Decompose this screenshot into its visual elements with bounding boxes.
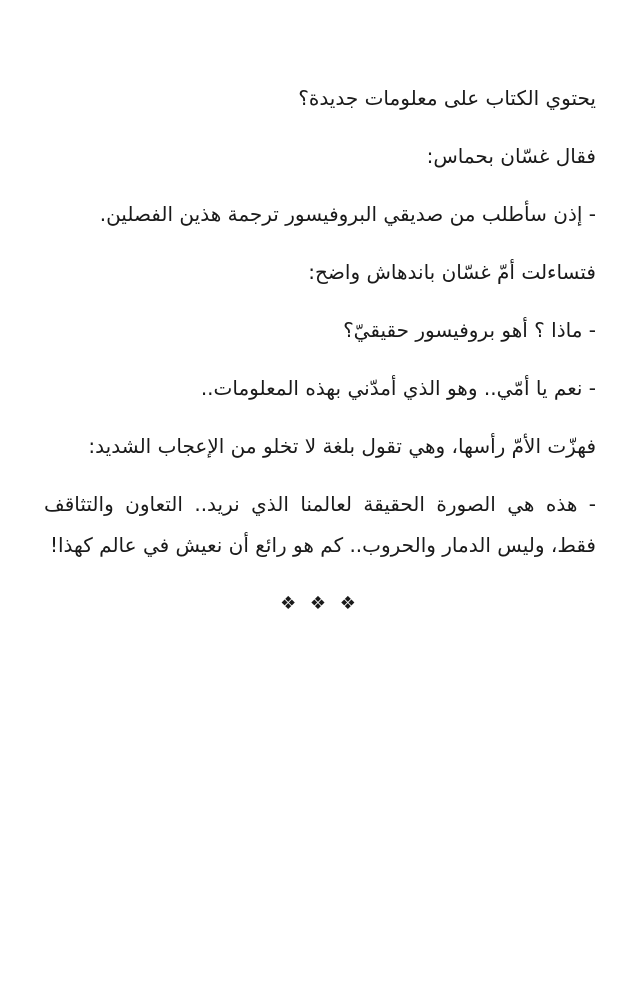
paragraph-question: يحتوي الكتاب على معلومات جديدة؟: [298, 86, 596, 110]
section-separator: ❖ ❖ ❖: [280, 593, 360, 614]
paragraph-mother-nodded: فهزّت الأمّ رأسها، وهي تقول بلغة لا تخلو من الإعجاب الشديد:: [88, 434, 596, 458]
paragraph-mother-asked: فتساءلت أمّ غسّان باندهاش واضح:: [308, 260, 596, 284]
paragraph-yes-mother: - نعم يا أمّي.. وهو الذي أمدّني بهذه المعلومات..: [200, 376, 596, 400]
paragraph-real-professor: - ماذا ؟ أهو بروفيسور حقيقيّ؟: [343, 318, 596, 342]
paragraph-true-picture: - هذه هي الصورة الحقيقة لعالمنا الذي نريد.. التعاون والتثاقف فقط، وليس الدمار والحروب.. كم هو رائع أن نعيش في عالم كهذا!: [44, 492, 596, 557]
page-text: [44, 78, 596, 624]
paragraph-translate-request: - إذن سأطلب من صديقي البروفيسور ترجمة هذين الفصلين.: [99, 202, 596, 226]
paragraph-ghassan-said: فقال غسّان بحماس:: [426, 144, 596, 168]
